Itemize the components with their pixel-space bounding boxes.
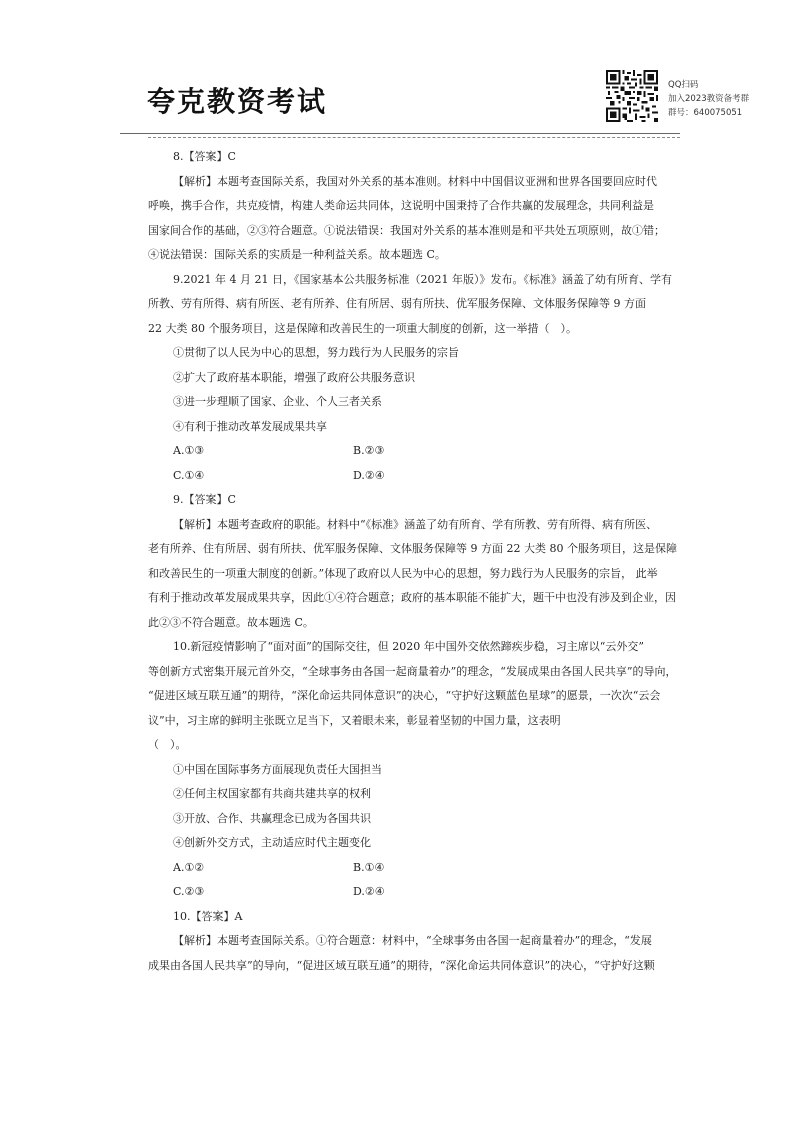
text-line: 和改善民生的一项重大制度的创新。”体现了政府以人民为中心的思想，努力践行为人民服务的宗旨， 此举 [148,566,658,580]
text-line: 9.【答案】C [173,493,236,506]
answer-option: C.①④ [173,468,205,482]
answer-option: D.②④ [353,885,385,898]
text-line: ②扩大了政府基本职能，增强了政府公共服务意识 [173,370,415,384]
qr-caption-line: QQ扫码 [668,80,699,90]
text-line: 【解析】本题考查国际关系。①符合题意：材料中，“全球事务由各国一起商量着办”的理念，“发展 [173,934,652,947]
text-line: ①中国在国际事务方面展现负责任大国担当 [173,762,382,776]
text-line: 【解析】本题考查国际关系，我国对外关系的基本准则。材料中中国倡议亚洲和世界各国要回应时代 [173,174,657,188]
qr-code[interactable] [606,70,658,122]
answer-option: B.①④ [353,860,385,874]
answer-options-row [148,464,658,489]
header-dashed-divider [148,137,680,138]
text-line: ③进一步理顺了国家、企业、个人三者关系 [173,395,382,408]
text-line: 有利于推动改革发展成果共享，因此①④符合题意；政府的基本职能不能扩大，题干中也没有涉及到企业，因 [148,591,676,604]
page-header [0,0,800,140]
header-divider [120,133,680,134]
answer-option: C.②③ [173,885,205,898]
text-line: ③开放、合作、共赢理念已成为各国共识 [173,811,371,825]
answer-option: A.①③ [173,444,205,457]
text-line: 呼唤，携手合作，共克疫情，构建人类命运共同体，这说明中国秉持了合作共赢的发展理念，共同利益是 [148,199,654,212]
text-line: “促进区域互联互通”的期待，“深化命运共同体意识”的决心，“守护好这颗蓝色星球”的愿景，一次次“云会 [148,689,661,702]
text-line: 国家间合作的基础，②③符合题意。①说法错误：我国对外关系的基本准则是和平共处五项原则，故①错； [148,223,665,237]
text-line: 等创新方式密集开展元首外交，“全球事务由各国一起商量着办”的理念，“发展成果由各国人民共享”的导向， [148,664,677,678]
qr-caption-line[interactable]: 群号：640075051 [668,108,743,118]
text-line: ①贯彻了以人民为中心的思想，努力践行为人民服务的宗旨 [173,346,459,359]
qr-caption-line: 加入2023教资备考群 [668,94,750,104]
text-line: ④说法错误：国际关系的实质是一种利益关系。故本题选 C。 [148,248,446,261]
text-line: 9.2021 年 4 月 21 日，《国家基本公共服务标准（2021 年版）》发布。《标准》涵盖了幼有所育、学有 [173,272,672,286]
text-line: 议”中，习主席的鲜明主张既立足当下，又着眼未来，彰显着坚韧的中国力量，这表明 [148,713,561,727]
qr-code-icon [606,70,658,122]
brand-logo-text: 夸克教资考试 [147,85,328,118]
text-line: 10.新冠疫情影响了“面对面”的国际交往，但 2020 年中国外交依然蹄疾步稳，习主席以“云外交” [173,640,644,653]
text-line: ④创新外交方式，主动适应时代主题变化 [173,836,371,849]
text-line: 老有所养、住有所居、弱有所扶、优军服务保障、文体服务保障等 9 方面 22 大类 80 个服务项目，这是保障 [148,542,677,555]
text-line: 22 大类 80 个服务项目，这是保障和改善民生的一项重大制度的创新，这一举措（ ）。 [148,321,577,335]
qr-caption [668,78,749,120]
text-line: 【解析】本题考查政府的职能。材料中“《标准》涵盖了幼有所育、学有所教、劳有所得、病有所医、 [173,517,658,531]
answer-options-row [148,856,658,881]
answer-option: D.②④ [353,468,385,482]
text-line: 所教、劳有所得、病有所医、老有所养、住有所居、弱有所扶、优军服务保障、文体服务保障等 9 方面 [148,297,646,310]
answer-options-row [148,880,658,905]
document-body [148,145,677,978]
text-line: 10.【答案】A [173,909,243,923]
text-line: 8.【答案】C [173,150,236,163]
answer-option: B.②③ [353,444,385,457]
answer-option: A.①② [173,860,205,874]
answer-options-row [148,439,658,464]
text-line: （ ）。 [148,738,187,751]
text-line: 此②③不符合题意。故本题选 C。 [148,615,314,629]
text-line: 成果由各国人民共享”的导向，“促进区域互联互通”的期待，“深化命运共同体意识”的决心，“守护好这颗 [148,958,655,972]
text-line: ②任何主权国家都有共商共建共享的权利 [173,787,371,800]
text-line: ④有利于推动改革发展成果共享 [173,419,327,433]
